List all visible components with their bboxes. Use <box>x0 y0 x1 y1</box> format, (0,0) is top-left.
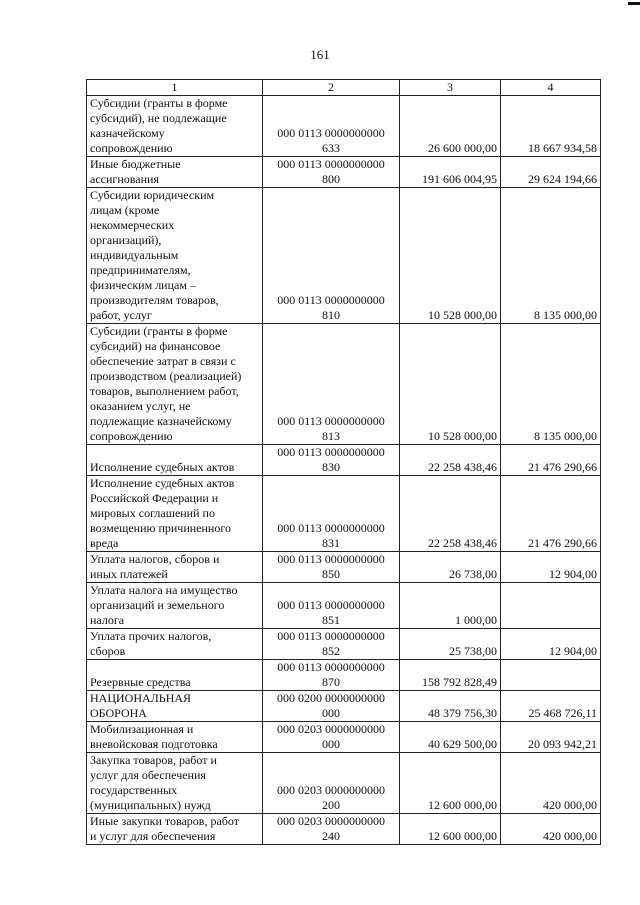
table-row <box>87 324 601 445</box>
row-code: 000 0113 0000000000 850 <box>263 552 400 583</box>
row-value-col4: 420 000,00 <box>501 753 601 814</box>
row-name: Уплата налога на имущество организаций и земельного налога <box>87 583 263 629</box>
table-row <box>87 722 601 753</box>
row-value-col3: 22 258 438,46 <box>400 476 501 552</box>
row-value-col4: 8 135 000,00 <box>501 324 601 445</box>
row-code: 000 0203 0000000000 200 <box>263 753 400 814</box>
table-row <box>87 814 601 845</box>
row-name: НАЦИОНАЛЬНАЯ ОБОРОНА <box>87 691 263 722</box>
row-value-col4: 12 904,00 <box>501 629 601 660</box>
row-code: 000 0113 0000000000 810 <box>263 188 400 324</box>
row-name: Субсидии юридическим лицам (кроме некоммерческих организаций), индивидуальным предпринимателям, физическим лицам – производителям товаров, работ, услуг <box>87 188 263 324</box>
row-name: Иные бюджетные ассигнования <box>87 157 263 188</box>
row-code: 000 0113 0000000000 851 <box>263 583 400 629</box>
row-value-col3: 40 629 500,00 <box>400 722 501 753</box>
row-value-col3: 1 000,00 <box>400 583 501 629</box>
column-header-1: 1 <box>87 80 263 96</box>
budget-table <box>86 79 601 845</box>
row-code: 000 0113 0000000000 870 <box>263 660 400 691</box>
row-name: Мобилизационная и вневойсковая подготовка <box>87 722 263 753</box>
column-header-4: 4 <box>501 80 601 96</box>
row-value-col3: 12 600 000,00 <box>400 814 501 845</box>
table-row <box>87 552 601 583</box>
table-row <box>87 660 601 691</box>
row-value-col3: 22 258 438,46 <box>400 445 501 476</box>
column-header-3: 3 <box>400 80 501 96</box>
row-value-col3: 25 738,00 <box>400 629 501 660</box>
table-row <box>87 629 601 660</box>
row-value-col4: 8 135 000,00 <box>501 188 601 324</box>
row-value-col4 <box>501 660 601 691</box>
table-header-row <box>87 80 601 96</box>
row-value-col4: 20 093 942,21 <box>501 722 601 753</box>
page-number: 161 <box>310 47 330 62</box>
row-code: 000 0113 0000000000 633 <box>263 96 400 157</box>
row-name: Исполнение судебных актов <box>87 445 263 476</box>
table-row <box>87 691 601 722</box>
row-value-col4: 18 667 934,58 <box>501 96 601 157</box>
row-code: 000 0113 0000000000 831 <box>263 476 400 552</box>
column-header-2: 2 <box>263 80 400 96</box>
table-row <box>87 753 601 814</box>
row-value-col3: 158 792 828,49 <box>400 660 501 691</box>
row-value-col3: 26 738,00 <box>400 552 501 583</box>
row-code: 000 0203 0000000000 240 <box>263 814 400 845</box>
row-value-col4: 25 468 726,11 <box>501 691 601 722</box>
row-value-col4: 21 476 290,66 <box>501 445 601 476</box>
row-code: 000 0113 0000000000 800 <box>263 157 400 188</box>
row-name: Уплата прочих налогов, сборов <box>87 629 263 660</box>
corner-mark <box>628 2 640 5</box>
row-name: Резервные средства <box>87 660 263 691</box>
row-name: Уплата налогов, сборов и иных платежей <box>87 552 263 583</box>
row-code: 000 0113 0000000000 852 <box>263 629 400 660</box>
row-code: 000 0203 0000000000 000 <box>263 722 400 753</box>
row-value-col3: 10 528 000,00 <box>400 324 501 445</box>
table-row <box>87 476 601 552</box>
row-code: 000 0113 0000000000 813 <box>263 324 400 445</box>
table-row <box>87 188 601 324</box>
row-name: Исполнение судебных актов Российской Федерации и мировых соглашений по возмещению причиненного вреда <box>87 476 263 552</box>
row-value-col3: 10 528 000,00 <box>400 188 501 324</box>
row-name: Закупка товаров, работ и услуг для обеспечения государственных (муниципальных) нужд <box>87 753 263 814</box>
row-value-col3: 26 600 000,00 <box>400 96 501 157</box>
row-name: Иные закупки товаров, работ и услуг для обеспечения <box>87 814 263 845</box>
row-name: Субсидии (гранты в форме субсидий) на финансовое обеспечение затрат в связи с производством (реализацией) товаров, выполнением работ, оказанием услуг, не подлежащие казначейскому сопровождению <box>87 324 263 445</box>
table-row <box>87 157 601 188</box>
table-row <box>87 583 601 629</box>
row-value-col3: 12 600 000,00 <box>400 753 501 814</box>
row-code: 000 0113 0000000000 830 <box>263 445 400 476</box>
row-value-col3: 191 606 004,95 <box>400 157 501 188</box>
row-value-col4: 29 624 194,66 <box>501 157 601 188</box>
table-row <box>87 96 601 157</box>
row-name: Субсидии (гранты в форме субсидий), не подлежащие казначейскому сопровождению <box>87 96 263 157</box>
row-code: 000 0200 0000000000 000 <box>263 691 400 722</box>
row-value-col4: 12 904,00 <box>501 552 601 583</box>
row-value-col3: 48 379 756,30 <box>400 691 501 722</box>
row-value-col4: 21 476 290,66 <box>501 476 601 552</box>
row-value-col4 <box>501 583 601 629</box>
table-row <box>87 445 601 476</box>
row-value-col4: 420 000,00 <box>501 814 601 845</box>
